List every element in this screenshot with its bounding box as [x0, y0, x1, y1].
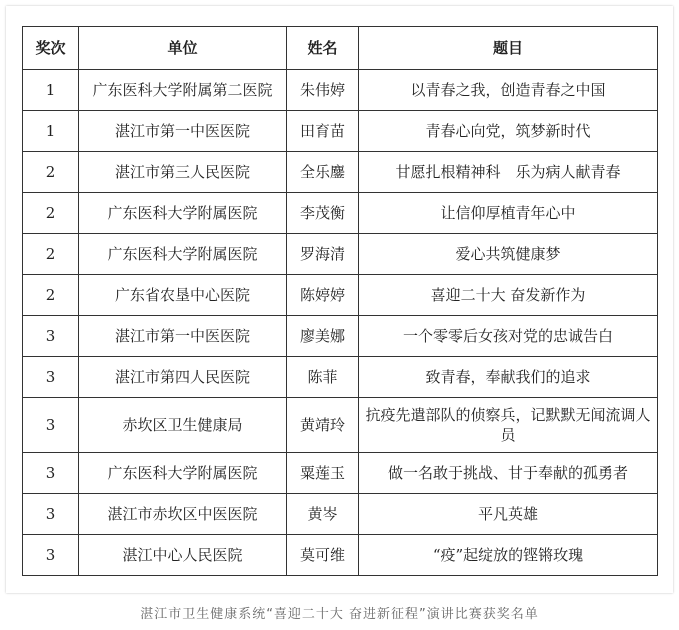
topic-cell: 致青春，奉献我们的追求	[359, 357, 658, 398]
table-row	[23, 152, 658, 193]
rank-cell: 1	[23, 70, 79, 111]
unit-cell: 湛江市第四人民医院	[79, 357, 287, 398]
unit-cell: 广东医科大学附属医院	[79, 234, 287, 275]
name-cell: 黄靖玲	[287, 398, 359, 453]
rank-cell: 3	[23, 453, 79, 494]
topic-cell: 以青春之我，创造青春之中国	[359, 70, 658, 111]
topic-cell: 抗疫先遣部队的侦察兵，记默默无闻流调人员	[359, 398, 658, 453]
name-cell: 陈菲	[287, 357, 359, 398]
rank-cell: 2	[23, 234, 79, 275]
unit-cell: 赤坎区卫生健康局	[79, 398, 287, 453]
unit-cell: 湛江市第一中医医院	[79, 111, 287, 152]
topic-cell: 甘愿扎根精神科 乐为病人献青春	[359, 152, 658, 193]
unit-cell: 湛江市第一中医医院	[79, 316, 287, 357]
name-cell: 罗海清	[287, 234, 359, 275]
name-cell: 黄岑	[287, 494, 359, 535]
table-row	[23, 275, 658, 316]
rank-cell: 3	[23, 494, 79, 535]
unit-cell: 广东医科大学附属医院	[79, 453, 287, 494]
name-cell: 粟莲玉	[287, 453, 359, 494]
name-cell: 全乐鏖	[287, 152, 359, 193]
table-row	[23, 535, 658, 576]
rank-cell: 1	[23, 111, 79, 152]
document-frame	[6, 6, 673, 593]
name-cell: 朱伟婷	[287, 70, 359, 111]
table-row	[23, 398, 658, 453]
unit-cell: 湛江中心人民医院	[79, 535, 287, 576]
name-cell: 田育苗	[287, 111, 359, 152]
rank-cell: 3	[23, 357, 79, 398]
topic-cell: 一个零零后女孩对党的忠诚告白	[359, 316, 658, 357]
unit-cell: 湛江市赤坎区中医医院	[79, 494, 287, 535]
unit-cell: 广东医科大学附属医院	[79, 193, 287, 234]
table-row	[23, 316, 658, 357]
table-row	[23, 357, 658, 398]
topic-cell: 做一名敢于挑战、甘于奉献的孤勇者	[359, 453, 658, 494]
name-cell: 廖美娜	[287, 316, 359, 357]
header-name: 姓名	[287, 27, 359, 70]
award-table	[22, 26, 658, 576]
rank-cell: 2	[23, 275, 79, 316]
rank-cell: 3	[23, 316, 79, 357]
image-caption: 湛江市卫生健康系统“喜迎二十大 奋进新征程”演讲比赛获奖名单	[140, 607, 539, 622]
table-row	[23, 193, 658, 234]
topic-cell: “疫”起绽放的铿锵玫瑰	[359, 535, 658, 576]
unit-cell: 湛江市第三人民医院	[79, 152, 287, 193]
rank-cell: 3	[23, 535, 79, 576]
table-header-row	[23, 27, 658, 70]
header-unit: 单位	[79, 27, 287, 70]
header-topic: 题目	[359, 27, 658, 70]
topic-cell: 喜迎二十大 奋发新作为	[359, 275, 658, 316]
rank-cell: 3	[23, 398, 79, 453]
name-cell: 莫可维	[287, 535, 359, 576]
name-cell: 陈婷婷	[287, 275, 359, 316]
table-row	[23, 453, 658, 494]
topic-cell: 平凡英雄	[359, 494, 658, 535]
table-row	[23, 70, 658, 111]
rank-cell: 2	[23, 193, 79, 234]
rank-cell: 2	[23, 152, 79, 193]
table-row	[23, 111, 658, 152]
topic-cell: 爱心共筑健康梦	[359, 234, 658, 275]
unit-cell: 广东省农垦中心医院	[79, 275, 287, 316]
table-row	[23, 494, 658, 535]
topic-cell: 青春心向党，筑梦新时代	[359, 111, 658, 152]
name-cell: 李茂衡	[287, 193, 359, 234]
table-row	[23, 234, 658, 275]
topic-cell: 让信仰厚植青年心中	[359, 193, 658, 234]
unit-cell: 广东医科大学附属第二医院	[79, 70, 287, 111]
header-rank: 奖次	[23, 27, 79, 70]
